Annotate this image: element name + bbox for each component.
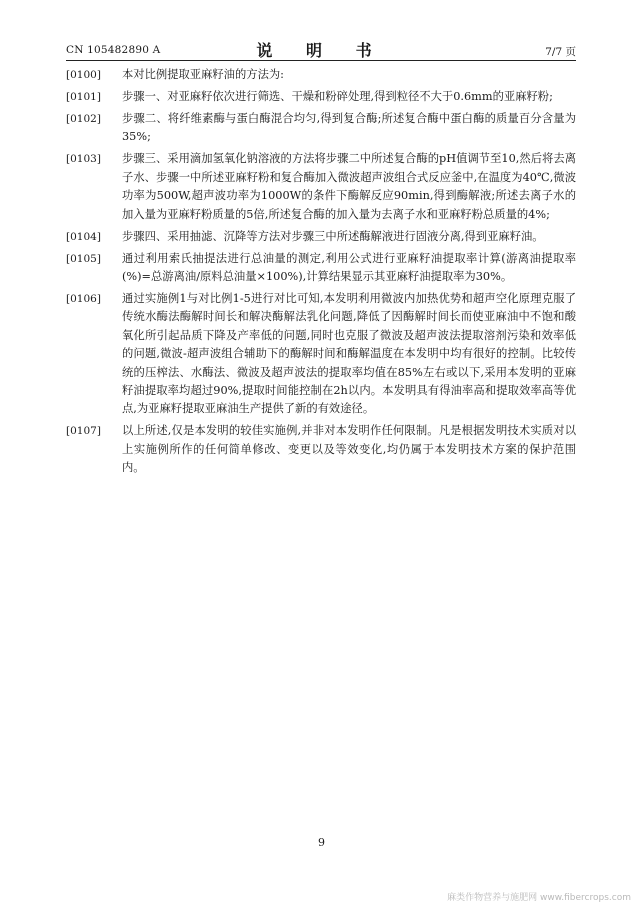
publication-number: CN 105482890 A: [66, 44, 161, 56]
paragraph-text: 通过利用索氏抽提法进行总油量的测定,利用公式进行亚麻籽油提取率计算(游离油提取率(%)=总游离油/原料总油量×100%),计算结果显示其亚麻籽油提取率为30%。: [122, 251, 576, 284]
paragraph-text: 步骤一、对亚麻籽依次进行筛选、干燥和粉碎处理,得到粒径不大于0.6mm的亚麻籽粉;: [122, 90, 553, 103]
site-watermark: 麻类作物营养与施肥网 www.fibercrops.com: [447, 893, 631, 903]
paragraph-number: [0102]: [66, 113, 101, 125]
paragraph-0102: [66, 110, 576, 147]
paragraph-text: 步骤三、采用滴加氢氧化钠溶液的方法将步骤二中所述复合酶的pH值调节至10,然后将去离子水、步骤一中所述亚麻籽粉和复合酶加入微波超声波组合式反应釜中,在温度为40℃,微波功率为500W,超声波功率为1000W的条件下酶解反应90min,得到酶解液;所述去离子水的加入量为亚麻籽粉质量的5倍,所述复合酶的加入量为去离子水和亚麻籽粉总质量的4%;: [122, 152, 576, 221]
paragraph-0101: [66, 88, 576, 106]
paragraph-text: 本对比例提取亚麻籽油的方法为:: [122, 68, 284, 81]
paragraph-number: [0100]: [66, 69, 101, 81]
paragraph-number: [0106]: [66, 293, 101, 306]
paragraph-0106: [66, 290, 576, 419]
paragraph-number: [0105]: [66, 252, 101, 265]
paragraph-text: 步骤二、将纤维素酶与蛋白酶混合均匀,得到复合酶;所述复合酶中蛋白酶的质量百分含量为35%;: [122, 112, 576, 144]
page-number: 9: [318, 836, 325, 849]
paragraph-0107: [66, 422, 576, 477]
document-title: 说 明 书: [256, 41, 386, 60]
paragraph-number: [0104]: [66, 230, 101, 243]
paragraph-number: [0107]: [66, 425, 101, 438]
paragraph-0103: [66, 150, 576, 224]
paragraph-number: [0103]: [66, 153, 101, 166]
paragraph-number: [0101]: [66, 91, 101, 103]
page-indicator: 7/7 页: [545, 46, 576, 58]
paragraph-0104: [66, 228, 576, 246]
paragraph-text: 通过实施例1与对比例1-5进行对比可知,本发明利用微波内加热优势和超声空化原理克服了传统水酶法酶解时间长和解决酶解法乳化问题,降低了因酶解时间长而使亚麻油中不饱和酸氧化所引起品质下降及产率低的问题,同时也克服了微波及超声波法提取溶剂污染和效率低的问题,微波-超声波组合辅助下的酶解时间和酶解温度在本发明中均有很好的控制。比较传统的压榨法、水酶法、微波及超声波法的提取率均值在85%左右或以下,采用本发明的亚麻籽油提取率均超过90%,提取时间能控制在2h以内。本发明具有得油率高和提取效率高等优点,为亚麻籽提取亚麻油生产提供了新的有效途径。: [122, 292, 576, 416]
paragraph-text: 以上所述,仅是本发明的较佳实施例,并非对本发明作任何限制。凡是根据发明技术实质对以上实施例所作的任何简单修改、变更以及等效变化,均仍属于本发明技术方案的保护范围内。: [122, 424, 576, 475]
page-header: [66, 38, 576, 60]
document-body: [66, 66, 576, 481]
paragraph-0105: [66, 250, 576, 287]
paragraph-0100: [66, 66, 576, 84]
paragraph-text: 步骤四、采用抽滤、沉降等方法对步骤三中所述酶解液进行固液分离,得到亚麻籽油。: [122, 229, 544, 243]
header-divider: [66, 60, 576, 61]
